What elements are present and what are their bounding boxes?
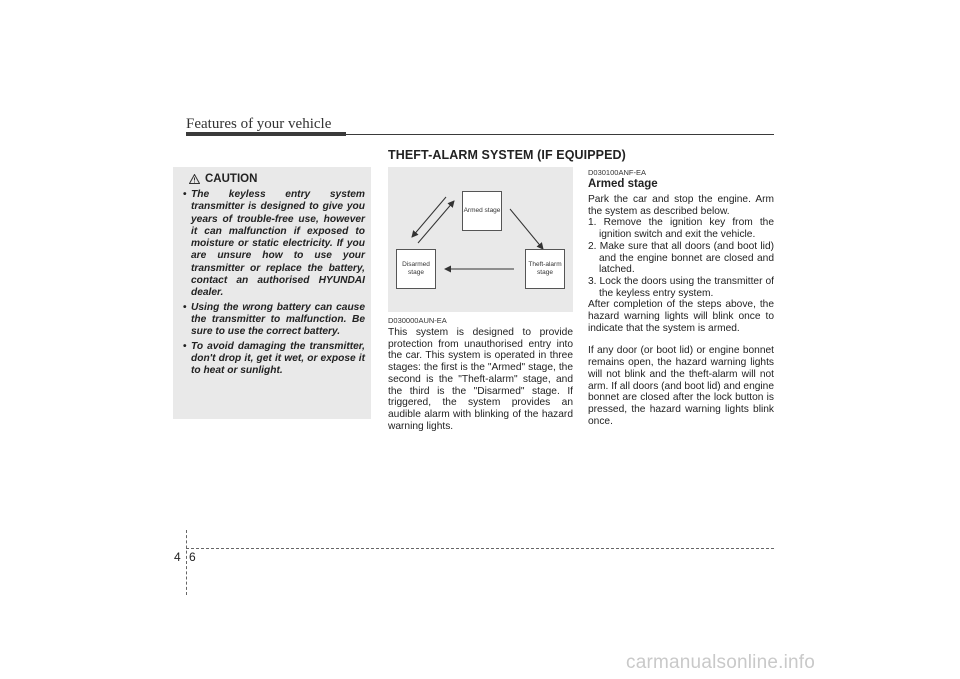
armed-step: 1. Remove the ignition key from the ignition switch and exit the vehicle.: [588, 217, 774, 241]
page-number: 6: [189, 550, 196, 564]
arrow-disarmed-to-armed: [418, 201, 454, 243]
caution-item: • To avoid damaging the transmitter, don't drop it, get it wet, or expose it to heat or sunlight.: [181, 341, 365, 378]
footer-vertical-rule: [186, 530, 187, 595]
armed-note: If any door (or boot lid) or engine bonnet remains open, the hazard warning lights will not blink and the theft-alarm will not arm. If all doors (and boot lid) and engine bonnet are closed after the lock button is pressed, the hazard warning lights blink once.: [588, 345, 774, 427]
caution-item: • The keyless entry system transmitter is designed to give you years of trouble-free use, however it can malfunction if exposed to moisture or static electricity. If you are unsure how to use your transmitter or replace the battery, contact an authorised HYUNDAI dealer.: [181, 189, 365, 300]
alarm-stage-diagram: [388, 167, 573, 312]
armed-heading: Armed stage: [588, 178, 658, 190]
disarmed-stage-label: Disarmed stage: [402, 261, 430, 276]
caution-heading: [189, 173, 365, 185]
header-rule-thick: [186, 132, 346, 136]
theft-alarm-stage-box: [525, 249, 565, 289]
intro-code: D030000AUN-EA: [388, 316, 447, 325]
caution-box: [173, 167, 371, 419]
intro-text: [388, 327, 573, 432]
armed-step: 2. Make sure that all doors (and boot lid) and the engine bonnet are closed and latched.: [588, 240, 774, 276]
header-rule-thin: [346, 134, 774, 135]
disarmed-stage-box: [396, 249, 436, 289]
intro-paragraph: This system is designed to provide protection from unauthorised entry into the car. This system is operated in three stages: the first is the "Armed" stage, the second is the "Theft-alarm" stage, and the third is the "Disarmed" stage. If triggered, the system provides an audible alarm with blinking of the hazard warning lights.: [388, 327, 573, 432]
caution-list: [181, 189, 365, 377]
page-header-title: Features of your vehicle: [186, 116, 332, 132]
armed-body: [588, 194, 774, 427]
armed-stage-label: Armed stage: [463, 207, 501, 214]
caution-heading-text: CAUTION: [205, 173, 258, 185]
armed-lead: Park the car and stop the engine. Arm the system as described below.: [588, 194, 774, 217]
footer-rule: [186, 548, 774, 549]
watermark: carmanualsonline.info: [626, 652, 816, 673]
arrow-armed-to-theft: [510, 209, 543, 249]
armed-step: 3. Lock the doors using the transmitter of the keyless entry system.: [588, 275, 774, 299]
caution-item: • Using the wrong battery can cause the transmitter to malfunction. Be sure to use the correct battery.: [181, 302, 365, 339]
section-title: THEFT-ALARM SYSTEM (IF EQUIPPED): [388, 148, 626, 162]
armed-stage-box: [462, 191, 502, 231]
armed-after: After completion of the steps above, the hazard warning lights will blink once to indicate that the system is armed.: [588, 299, 774, 334]
armed-steps: [588, 217, 774, 299]
diagram-arrows: [388, 167, 573, 312]
theft-alarm-stage-label: Theft-alarm stage: [528, 261, 562, 276]
warning-icon: [189, 174, 200, 184]
armed-code: D030100ANF-EA: [588, 168, 646, 177]
chapter-number: 4: [174, 550, 181, 564]
